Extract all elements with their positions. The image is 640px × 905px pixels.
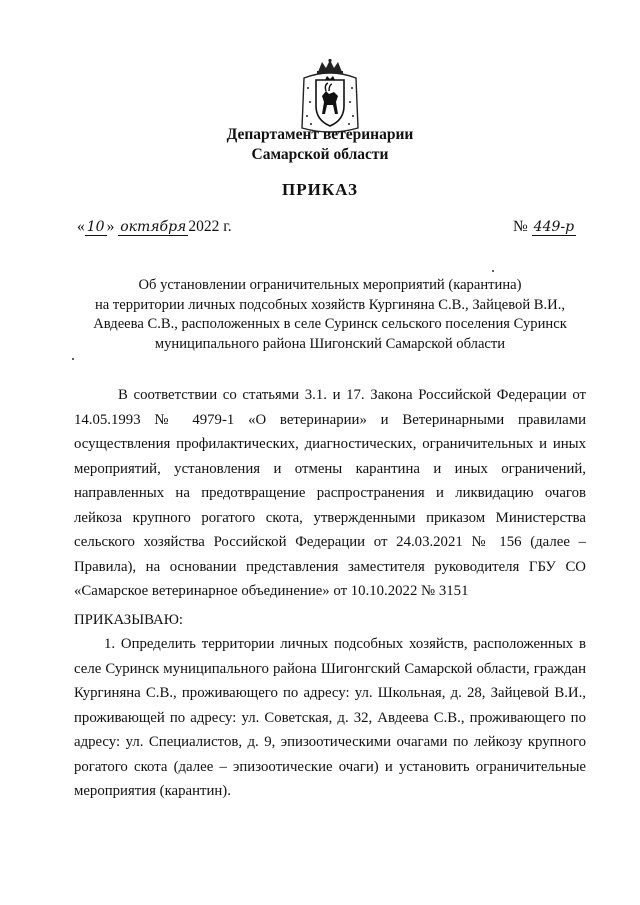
date-year: 2022 г. (188, 218, 232, 235)
order-subject (60, 276, 600, 354)
scan-speck (72, 358, 74, 360)
subject-line: Об установлении ограничительных мероприятий (карантина) (138, 277, 522, 293)
number-sign: № (513, 218, 528, 235)
date-month-handwritten: октября (120, 219, 187, 235)
date-day-handwritten: 10 (86, 219, 105, 235)
document-title: ПРИКАЗ (282, 180, 358, 199)
samara-region-coat-of-arms-icon (298, 58, 362, 136)
order-number (513, 218, 576, 236)
scan-speck (492, 270, 494, 272)
preamble-paragraph: В соответствии со статьями 3.1. и 17. Закона Российской Федерации от 14.05.1993 № 4979-1 «О ветеринарии» и Ветеринарными правилами осуществления профилактических, диагностических, ограничительных и иных мероприятий, установления и отмены карантина и иных ограничений, направленных на предотвращение распространения и ликвидацию очагов лейкоза крупного рогатого скота, утвержденными приказом Министерства сельского хозяйства Российской Федерации от 24.03.2021 № 156 (далее – Правила), на основании представления заместителя руководителя ГБУ СО «Самарское ветеринарное объединение» от 10.10.2022 № 3151 (74, 387, 586, 599)
subject-line: Авдеева С.В., расположенных в селе Суринск сельского поселения Суринск (93, 316, 567, 332)
order-date (77, 218, 232, 236)
date-open-quote: « (77, 218, 85, 235)
subject-line: муниципального района Шигонский Самарской области (154, 335, 506, 352)
number-handwritten: 449-р (533, 219, 575, 235)
order-item-1: 1. Определить территории личных подсобных хозяйств, расположенных в селе Суринск муниципального района Шигонгский Самарской области, граждан Кургиняна С.В., проживающего по адресу: ул. Школьная, д. 28, Зайцевой В.И., проживающей по адресу: ул. Советская, д. 32, Авдеева С.В., проживающего по адресу: ул. Специалистов, д. 9, эпизоотическими очагами по лейкозу крупного рогатого скота (далее – эпизоотические очаги) и установить ограничительные мероприятия (карантин). (74, 636, 586, 799)
department-name-line1: Департамент ветеринарии (226, 126, 414, 143)
date-close-quote: » (106, 218, 115, 235)
order-directive: ПРИКАЗЫВАЮ: (74, 612, 184, 628)
department-name-line2: Самарской области (251, 146, 389, 163)
subject-line: на территории личных подсобных хозяйств Кургиняна С.В., Зайцевой В.И., (94, 296, 566, 313)
